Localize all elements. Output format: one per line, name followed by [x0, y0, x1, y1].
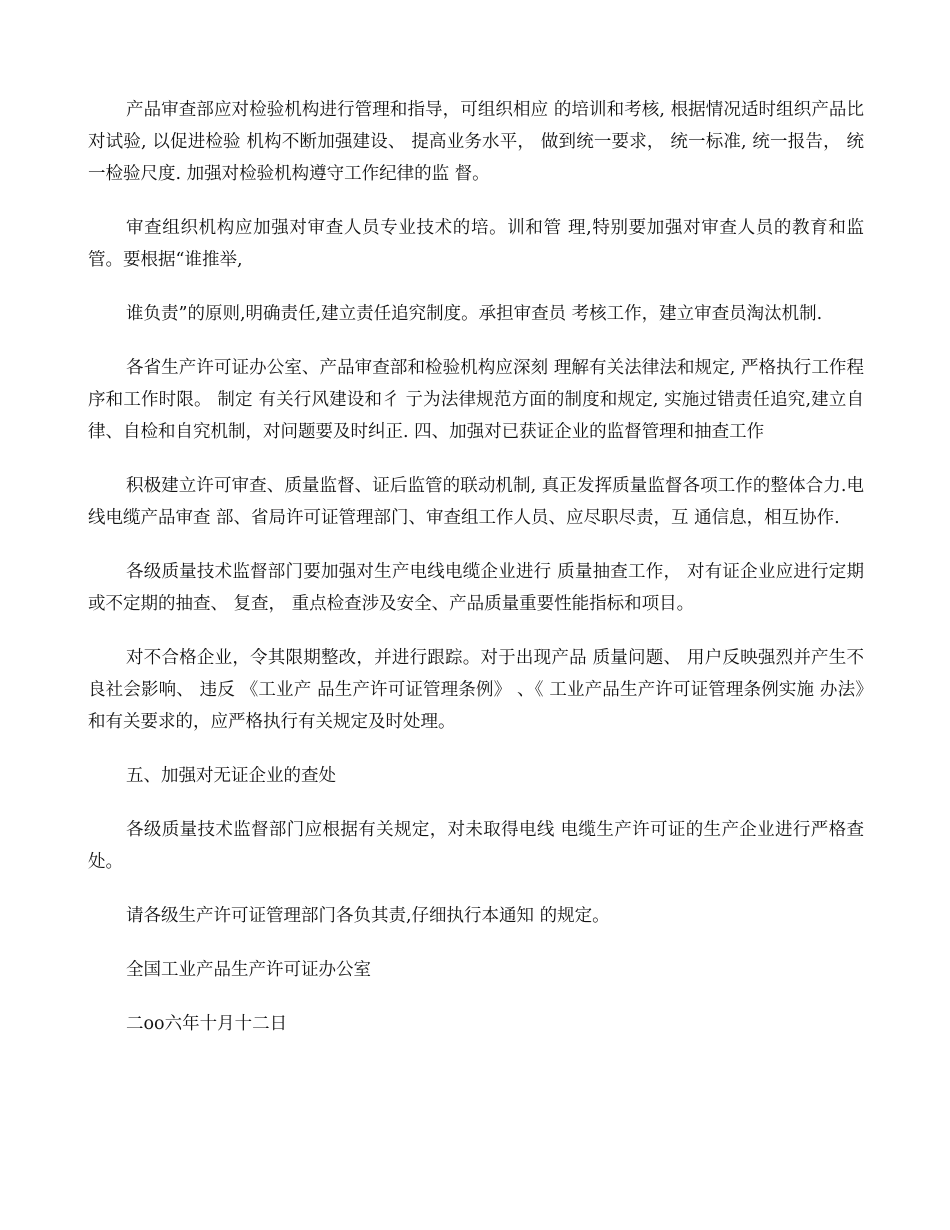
paragraph-inspection-management: 产品审查部应对检验机构进行管理和指导，可组织相应 的培训和考核, 根据情况适时组织产品比对试验, 以促进检验 机构不断加强建设、 提高业务水平， 做到统一要求， 统一标准, 统一报告， 统一检验尺度. 加强对检验机构遵守工作纪律的监 督。: [88, 100, 864, 184]
document-body: [88, 94, 864, 1062]
section-heading-unlicensed: 五、加强对无证企业的查处: [126, 766, 336, 786]
issuing-office: 全国工业产品生产许可证办公室: [126, 960, 371, 980]
paragraph-unlicensed-enforcement: 各级质量技术监督部门应根据有关规定，对未取得电线 电缆生产许可证的生产企业进行严格查处。: [88, 820, 864, 872]
paragraph-linkage-mechanism: 积极建立许可审查、质量监督、证后监管的联动机制, 真正发挥质量监督各项工作的整体合力.电线电缆产品审查 部、省局许可证管理部门、审查组工作人员、应尽职尽责，互 通信息，相互协作.: [88, 476, 864, 528]
paragraph-law-compliance: 各省生产许可证办公室、产品审查部和检验机构应深刻 理解有关法律法和规定, 严格执行工作程序和工作时限。 制定 有关行风建设和彳 亍为法律规范方面的制度和规定, 实施过错责任追究,建立自律、自检和自究机制，对问题要及时纠正. 四、加强对已获证企业的监督管理和抽查工作: [88, 358, 864, 442]
paragraph-reviewer-training: 审查组织机构应加强对审查人员专业技术的培。训和管 理,特别要加强对审查人员的教育和监管。要根据“谁推举,: [88, 218, 864, 270]
paragraph-quality-inspection: 各级质量技术监督部门要加强对生产电线电缆企业进行 质量抽查工作， 对有证企业应进行定期或不定期的抽查、 复查， 重点检查涉及安全、产品质量重要性能指标和项目。: [88, 562, 864, 614]
issue-date: 二oo六年十月十二日: [126, 1014, 288, 1034]
paragraph-closing-instruction: 请各级生产许可证管理部门各负其责,仔细执行本通知 的规定。: [126, 906, 610, 926]
paragraph-noncompliant-enterprises: 对不合格企业，令其限期整改，并进行跟踪。对于出现产品 质量问题、 用户反映强烈并产生不良社会影响、 违反 《工业产 品生产许可证管理条例》 、《 工业产品生产许可证管理条例实施 办法》和有关要求的，应严格执行有关规定及时处理。: [88, 648, 864, 732]
paragraph-responsibility: 谁负责”的原则,明确责任,建立责任追究制度。承担审查员 考核工作，建立审查员淘汰机制.: [126, 304, 823, 324]
